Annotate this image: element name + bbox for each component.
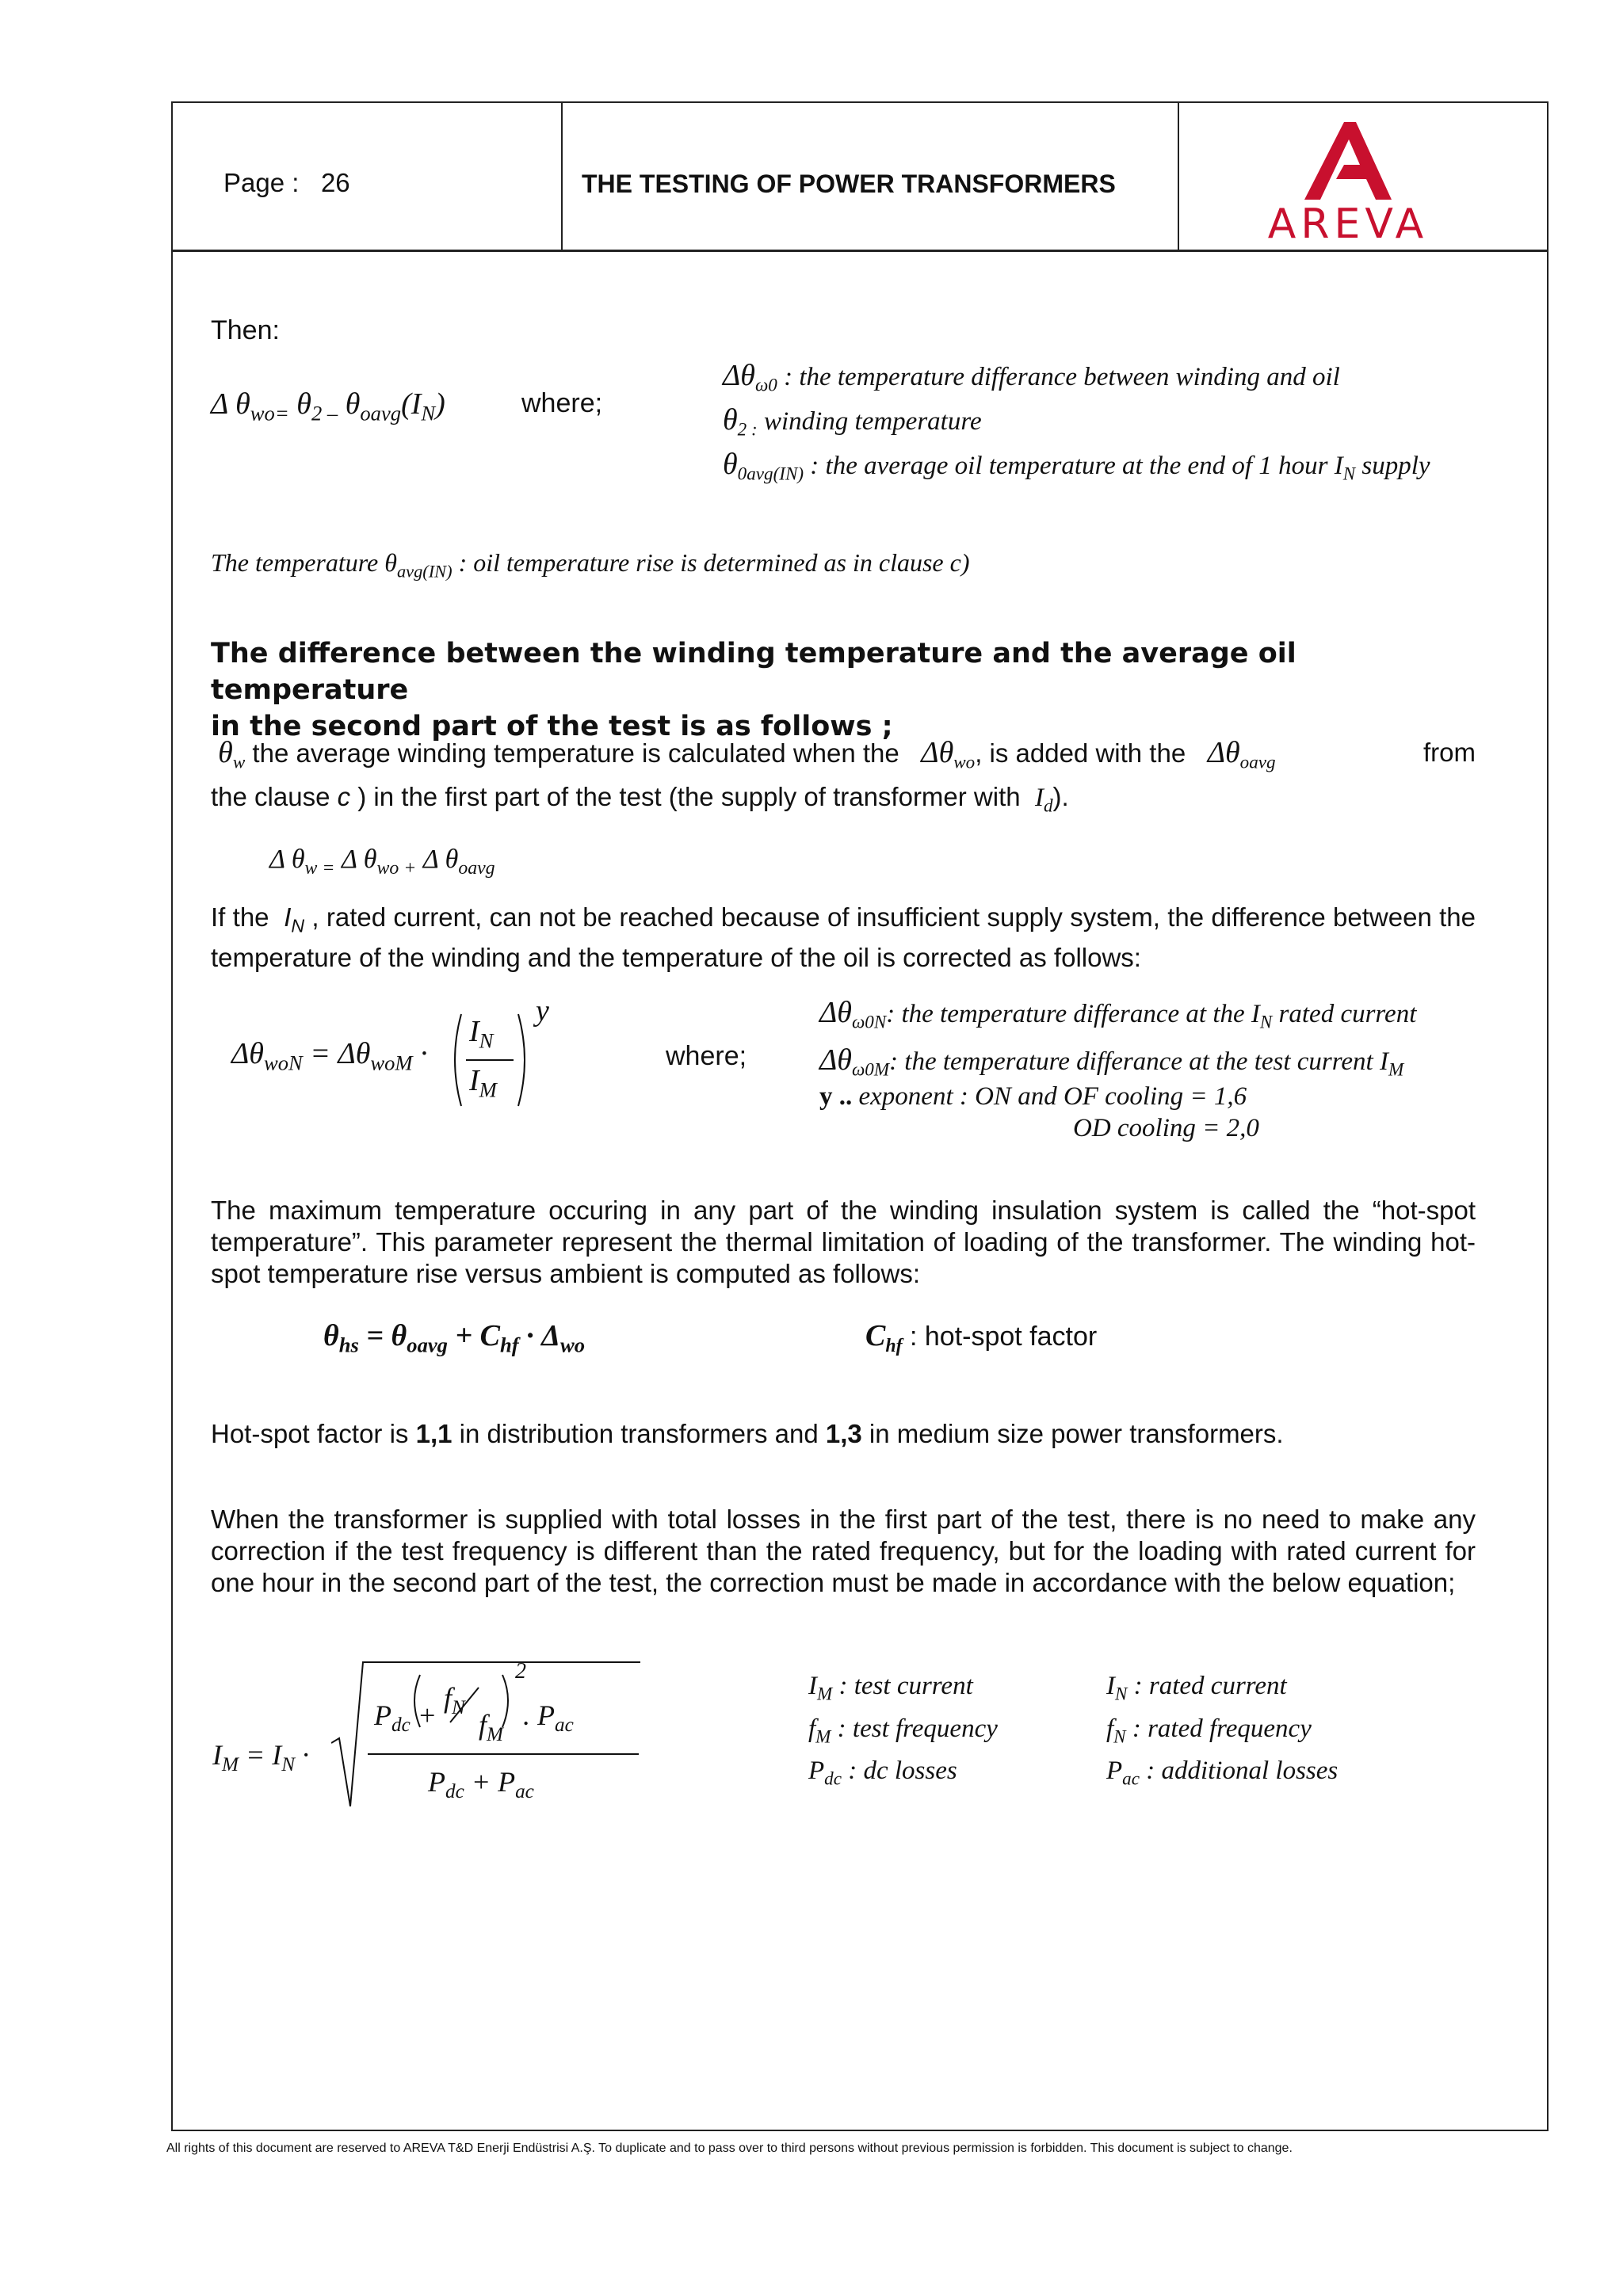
def-hot-spot-factor: $C_{hf}$ : hot-spot factor	[865, 1319, 1098, 1356]
equation-test-current: $I_M = I_N$ · $P_{dc}$ + $f_N$ $f_M$ 2 . $P_{ac}$ $P_{dc} + P_{ac}$	[212, 1656, 640, 1814]
def-rated-frequency: $f_N$ : rated frequency	[1106, 1714, 1312, 1747]
heading-line-2: in the second part of the test is as follows ;	[211, 711, 893, 742]
def-theta-0avg: $\theta_{0avg(IN)}$ : the average oil temperature at the end of 1 hour $I_N$ supply	[723, 448, 1430, 484]
def-delta-theta-w0n: $\Delta\theta_{\omega 0N}$: the temperature differance at the $I_N$ rated current	[819, 996, 1417, 1032]
heading-line-1: The difference between the winding temperature and the average oil temperature	[211, 638, 1296, 706]
paragraph-rated-current: If the $I_N$ , rated current, can not be reached because of insufficient supply system, the difference between the temperature of the winding and the temperature of the oil is corrected as follows:	[211, 902, 1476, 972]
paragraph-average-winding: $\theta_w$ the average winding temperature is calculated when the $\Delta\theta_{wo}$, is added with the $\Delta\theta_{oavg}$ from the clause c ) in the first part of the test (the supply of transformer with $I_d$).	[211, 736, 1476, 816]
paragraph-hot-spot: The maximum temperature occuring in any part of the winding insulation system is called the “hot-spot temperature”. This parameter represent the thermal limitation of loading of the transformer. The winding hot-spot temperature rise versus ambient is computed as follows:	[211, 1196, 1476, 1288]
defs-right	[1106, 1669, 1338, 1796]
defs-left	[808, 1669, 998, 1796]
def-exponent: y .. exponent : ON and OF cooling = 1,6	[819, 1082, 1247, 1111]
def-dc-losses: $P_{dc}$ : dc losses	[808, 1756, 957, 1789]
section-heading	[211, 635, 1479, 745]
equation-delta-theta-w: Δ $\theta_{w =}$ Δ $\theta_{wo +}$ Δ $\theta_{oavg}$	[269, 845, 495, 879]
equation-delta-theta-wo: Δ $\theta_{wo=}$ $\theta_{2 -}$ $\theta_{oavg}(I_N)$	[211, 387, 445, 425]
areva-a-icon	[1225, 113, 1471, 247]
def-additional-losses: $P_{ac}$ : additional losses	[1106, 1756, 1338, 1789]
then-label: Then:	[211, 315, 280, 345]
def-test-current: $I_M$ : test current	[808, 1672, 973, 1704]
equation-correction: $\Delta\theta_{woN} = \Delta\theta_{woM}$ · $I_N$ $I_M$ y	[231, 998, 580, 1109]
header-divider-1	[561, 101, 563, 250]
temperature-note: The temperature $\theta_{avg(IN)}$ : oil temperature rise is determined as in clause c)	[211, 548, 970, 582]
paragraph-hot-spot-values: Hot-spot factor is 1,1 in distribution transformers and 1,3 in medium size power transformers.	[211, 1419, 1284, 1448]
header-divider-2	[1178, 101, 1179, 250]
page-number: 26	[320, 168, 350, 197]
document-title: THE TESTING OF POWER TRANSFORMERS	[582, 170, 1116, 198]
def-test-frequency: $f_M$ : test frequency	[808, 1714, 998, 1747]
areva-logo	[1225, 113, 1471, 247]
paragraph-frequency-correction: When the transformer is supplied with total losses in the first part of the test, there is no need to make any correction if the test frequency is different than the rated frequency, but for the loading with rated current for one hour in the second part of the test, the correction must be made in accordance with the below equation;	[211, 1505, 1476, 1597]
page-header	[171, 101, 1549, 252]
def-delta-theta-w0: $\Delta\theta_{\omega 0}$ : the temperature differance between winding and oil	[723, 359, 1340, 395]
logo-text: AREVA	[1267, 200, 1429, 247]
def-theta-2: $\theta_{2 :}$ winding temperature	[723, 403, 982, 440]
page-number-label: Page : 26	[223, 168, 350, 197]
copyright-footer: All rights of this document are reserved to AREVA T&D Enerji Endüstrisi A.Ş. To duplicate and to pass over to third persons without previous permission is forbidden. This document is subject to change.	[166, 2142, 1293, 2155]
equation-hot-spot: $\theta_{hs} = \theta_{oavg} + C_{hf} \cdot \Delta_{wo}$	[323, 1319, 585, 1357]
def-exponent-od: OD cooling = 2,0	[1073, 1114, 1259, 1142]
where-label-2: where;	[666, 1041, 747, 1071]
def-delta-theta-w0m: $\Delta\theta_{\omega 0M}$: the temperature differance at the test current $I_M$	[819, 1043, 1404, 1080]
def-rated-current: $I_N$ : rated current	[1106, 1672, 1287, 1704]
where-label-1: where;	[521, 388, 603, 418]
